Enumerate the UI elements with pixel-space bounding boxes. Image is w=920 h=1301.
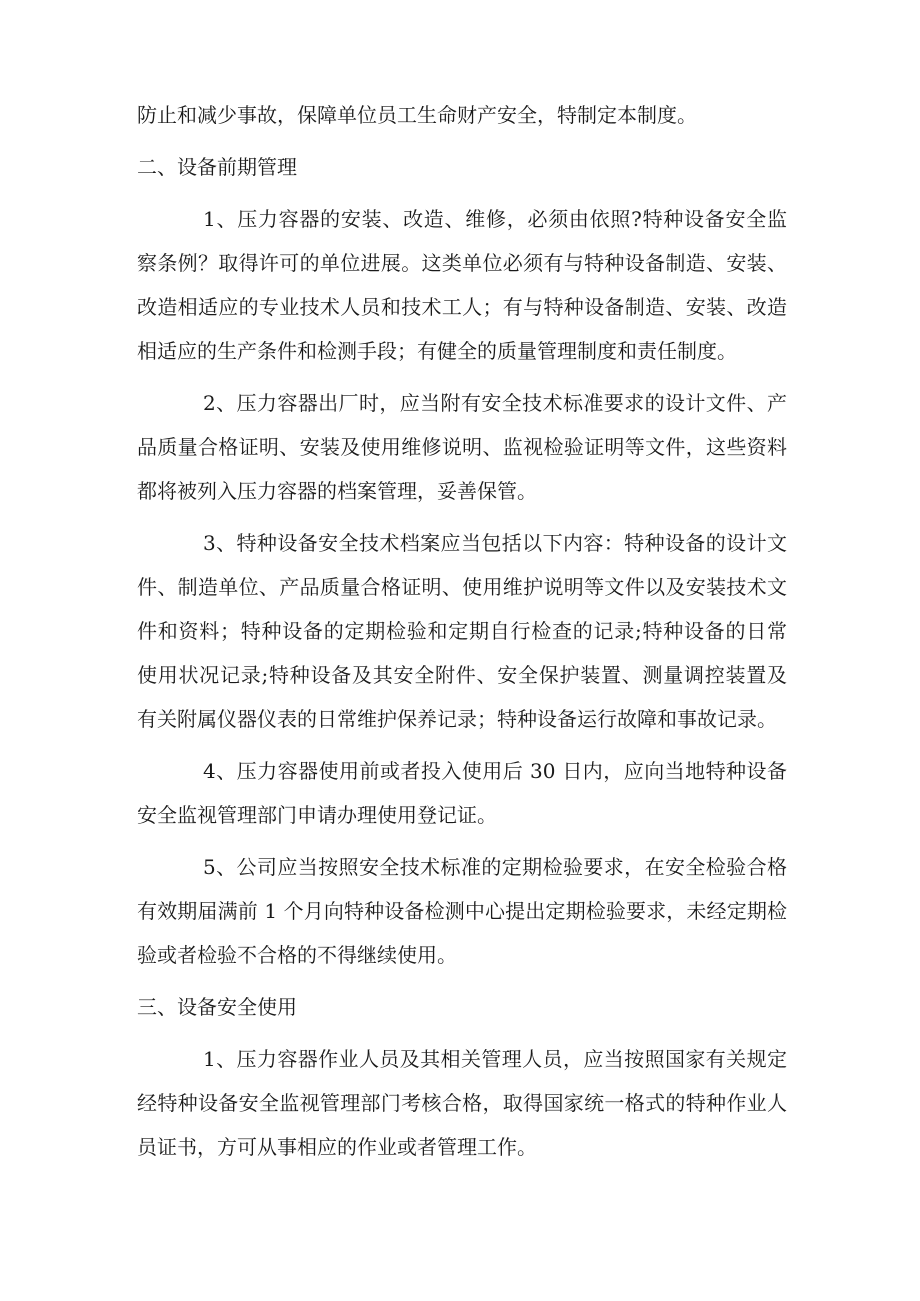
paragraph-line: 3、特种设备安全技术档案应当包括以下内容：特种设备的设计文 xyxy=(203,531,787,555)
paragraph-line: 1、压力容器的安装、改造、维修，必须由依照?特种设备安全监 xyxy=(203,207,787,231)
paragraph-line: 5、公司应当按照安全技术标准的定期检验要求，在安全检验合格 xyxy=(203,855,787,879)
paragraph-line: 品质量合格证明、安装及使用维修说明、监视检验证明等文件，这些资料 xyxy=(137,435,787,459)
paragraph-item-3 xyxy=(137,521,787,741)
paragraph-line: 有关附属仪器仪表的日常维护保养记录；特种设备运行故障和事故记录。 xyxy=(137,707,777,731)
intro-paragraph xyxy=(137,93,787,137)
paragraph-line: 1、压力容器作业人员及其相关管理人员，应当按照国家有关规定 xyxy=(203,1047,787,1071)
section-heading-equipment-early-management: 二、设备前期管理 xyxy=(137,155,297,179)
paragraph-line: 察条例？取得许可的单位进展。这类单位必须有与特种设备制造、安装、 xyxy=(137,251,787,275)
paragraph-line: 使用状况记录;特种设备及其安全附件、安全保护装置、测量调控装置及 xyxy=(137,663,787,687)
document-body xyxy=(137,93,787,1169)
paragraph-item-1 xyxy=(137,197,787,373)
paragraph-line: 防止和减少事故，保障单位员工生命财产安全，特制定本制度。 xyxy=(137,103,697,127)
paragraph-line: 改造相适应的专业技术人员和技术工人；有与特种设备制造、安装、改造 xyxy=(137,295,787,319)
paragraph-item-6 xyxy=(137,1037,787,1169)
section-heading-equipment-safe-use: 三、设备安全使用 xyxy=(137,995,297,1019)
paragraph-line: 有效期届满前 1 个月向特种设备检测中心提出定期检验要求，未经定期检 xyxy=(137,899,787,923)
paragraph-line: 件和资料；特种设备的定期检验和定期自行检查的记录;特种设备的日常 xyxy=(137,619,787,643)
paragraph-item-4 xyxy=(137,749,787,837)
paragraph-line: 都将被列入压力容器的档案管理，妥善保管。 xyxy=(137,479,537,503)
paragraph-item-5 xyxy=(137,845,787,977)
paragraph-line: 4、压力容器使用前或者投入使用后 30 日内，应向当地特种设备 xyxy=(203,759,787,783)
paragraph-line: 经特种设备安全监视管理部门考核合格，取得国家统一格式的特种作业人 xyxy=(137,1091,787,1115)
paragraph-line: 件、制造单位、产品质量合格证明、使用维护说明等文件以及安装技术文 xyxy=(137,575,787,599)
paragraph-line: 相适应的生产条件和检测手段；有健全的质量管理制度和责任制度。 xyxy=(137,339,737,363)
paragraph-line: 安全监视管理部门申请办理使用登记证。 xyxy=(137,803,497,827)
paragraph-line: 验或者检验不合格的不得继续使用。 xyxy=(137,943,457,967)
paragraph-line: 2、压力容器出厂时，应当附有安全技术标准要求的设计文件、产 xyxy=(203,391,787,415)
paragraph-line: 员证书，方可从事相应的作业或者管理工作。 xyxy=(137,1135,537,1159)
paragraph-item-2 xyxy=(137,381,787,513)
